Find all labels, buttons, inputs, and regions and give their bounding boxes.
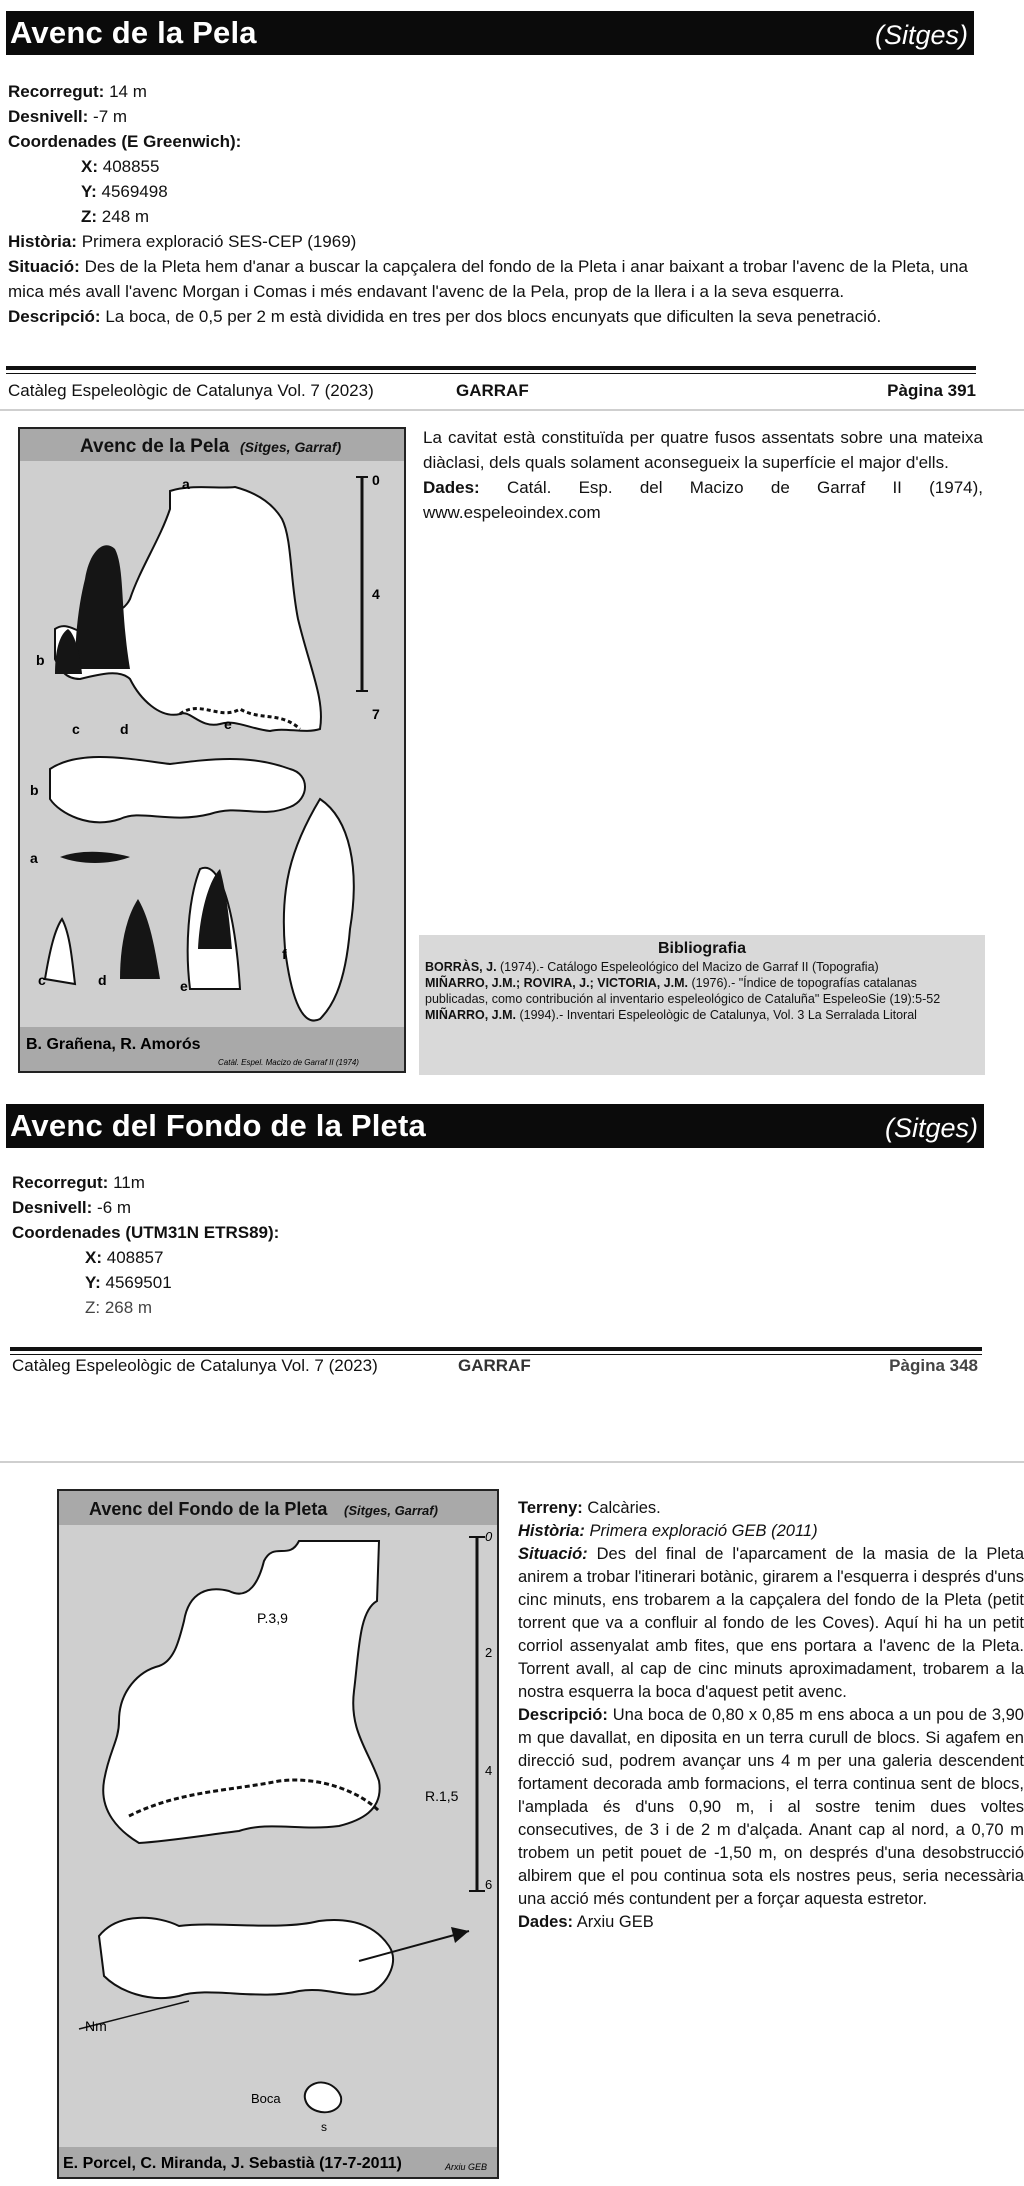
footer-catalog: Catàleg Espeleològic de Catalunya Vol. 7 (2023) [12,1356,378,1375]
cave1-historia: Primera exploració SES-CEP (1969) [81,232,357,251]
scan-edge [0,409,1024,411]
fig1-source: Catàl. Espel. Macizo de Garraf II (1974) [218,1058,359,1067]
cave2-topography-figure [57,1489,499,2179]
cave2-situacio: Des del final de l'aparcament de la masia de la Pleta anirem a trobar l'itinerari botànic, girarem a l'esquerra i després d'uns cinc minuts, ens trobarem a la capçalera del fondo de la Pleta (petit torrent que va a confluir al fondo de les Coves). Aquí hi ha un petit corriol assenyalat amb fites, que ens portara a l'avenc de la Pleta. Torrent avall, al cap de cinc minuts aproximadament, trobarem a la nostra esquerra la boca d'aquest petit avenc. [518,1545,1024,1701]
svg-text:e: e [180,978,188,994]
cave1-survey-drawing [20,429,404,1071]
fig2-title-place: (Sitges, Garraf) [344,1503,438,1518]
svg-text:4: 4 [485,1763,493,1778]
cave2-x: 408857 [106,1248,164,1267]
svg-text:6: 6 [485,1877,493,1892]
divider [10,1347,982,1351]
svg-text:b: b [36,652,45,668]
cave1-municipality: (Sitges) [874,20,968,50]
divider [6,366,976,370]
svg-text:d: d [120,721,129,737]
fig2-north-label: Nm [85,2018,107,2034]
cave2-survey-drawing [59,1491,497,2177]
footer-region: GARRAF [458,1356,531,1375]
cave2-description-text: Terreny: Calcàries. Història: Primera exploració GEB (2011) Situació: Des del final de l'aparcament de la masia de la Pleta anirem a trobar l'itinerari botànic, girarem a l'esquerra i després d'uns cinc minuts, ens trobarem a la capçalera del fondo de la Pleta (petit torrent que va a confluir al fondo de les Coves). Aquí hi ha un petit corriol assenyalat amb fites, que ens portara a l'avenc de la Pleta. Torrent avall, al cap de cinc minuts aproximadament, trobarem a la nostra esquerra la boca d'aquest petit avenc. Descripció: Una boca de 0,80 x 0,85 m ens aboca a un pou de 3,90 m que davallat, en diposita en un terra curull de blocs. Si agafem en direcció sud, podrem avançar uns 4 m per una galeria descendent fortament decorada amb formacions, el terra continua sent de blocs, l'amplada és d'uns 0,90 m, i al sostre tenim dues voltes consecutives, de 3 i de 2 m d'alçada. Anant cap al nord, a 0,70 m trobem un petit pouet de -1,50 m, on després d'una desobstrucció albirem que el pou continua sota els nostres peus, seria necessària una acció més contundent per a forçar aquesta estretor. Dades: Arxiu GEB [518,1499,1024,1931]
fig2-authors: E. Porcel, C. Miranda, J. Sebastià (17-7-2011) [63,2155,402,2172]
bibliography-entry: MIÑARRO, J.M. (1994).- Inventari Espeleològic de Catalunya, Vol. 3 La Serralada Litoral [425,1008,917,1022]
footer-page: Pàgina 348 [889,1356,978,1375]
cave1-dades: Catál. Esp. del Macizo de Garraf II (1974), www.espeleoindex.com [423,478,983,522]
fig2-source: Arxiu GEB [445,2162,488,2172]
cave1-recorregut: 14 m [109,82,147,101]
cave1-desnivell: -7 m [93,107,128,126]
cave2-y: 4569501 [105,1273,172,1292]
cave1-situacio: Des de la Pleta hem d'anar a buscar la capçalera del fondo de la Pleta i anar baixant a trobar l'avenc de la Pleta, una mica més avall l'avenc Morgan i Comas i més endavant l'avenc de la Pela, prop de la llera i a la seva esquerra. [8,257,968,301]
svg-text:e: e [224,716,232,732]
svg-text:a: a [30,850,38,866]
cave2-title: Avenc del Fondo de la Pleta [10,1108,426,1143]
svg-text:4: 4 [372,586,380,602]
cave2-recorregut: 11m [113,1173,145,1192]
bibliography-heading: Bibliografia [657,940,746,957]
cave1-descripcio: La boca, de 0,5 per 2 m està dividida en tres per dos blocs encunyats que dificulten la seva penetració. [105,307,882,326]
fig2-title: Avenc del Fondo de la Pleta [89,1499,328,1519]
cave1-topography-figure [18,427,406,1073]
cave2-facts: Recorregut: 11m Desnivell: -6 m Coordenades (UTM31N ETRS89): X: 408857 Y: 4569501 Z: 268 m [12,1173,280,1317]
fig2-entrance-label: Boca [251,2091,281,2106]
cave1-y: 4569498 [101,182,168,201]
bibliography-entry: MIÑARRO, J.M.; ROVIRA, J.; VICTORIA, J.M. (1976).- "Índice de topografías catalanas publicadas, como contribución al inventario espeleológico de Cataluña" EspeleoSie (19):5-52 [425,976,941,1006]
cave2-historia: Primera exploració GEB (2011) [589,1522,818,1540]
fig2-section-label: s [321,2120,327,2134]
svg-text:d: d [98,972,107,988]
cave1-coords-label: Coordenades (E Greenwich): [8,132,242,151]
divider [10,1354,982,1355]
cave1-description-text: La cavitat està constituïda per quatre fusos assentats sobre una mateixa diàclasi, dels quals solament aconsegueix la superfície el major d'ells. Dades: Catál. Esp. del Macizo de Garraf II (1974), www.espeleoindex.com [423,428,983,522]
svg-text:f: f [282,946,287,962]
cave1-title: Avenc de la Pela [10,15,257,50]
fig1-title: Avenc de la Pela [80,436,230,457]
footer-catalog: Catàleg Espeleològic de Catalunya Vol. 7 (2023) [8,381,374,400]
cave2-descripcio: Una boca de 0,80 x 0,85 m ens aboca a un pou de 3,90 m que davallat, en diposita en un terra curull de blocs. Si agafem en direcció sud, podrem avançar uns 4 m per una galeria descendent fortament decorada amb formacions, el terra continua sent de blocs, l'amplada és d'uns 0,90 m, i al sostre tenim dues voltes consecutives, de 3 i de 2 m d'alçada. Anant cap al nord, a 0,70 m trobem un petit pouet de -1,50 m, on després d'una desobstrucció albirem que el pou continua sota els nostres peus, seria necessària una acció més contundent per a forçar aquesta estretor. [518,1706,1024,1908]
svg-text:0: 0 [485,1529,493,1544]
svg-text:c: c [38,972,46,988]
footer-page: Pàgina 391 [887,381,976,400]
bibliography [419,935,985,1075]
bibliography-entry: BORRÀS, J. (1974).- Catálogo Espeleológico del Macizo de Garraf II (Topografia) [425,960,879,974]
cave1-title-bar [6,11,974,55]
fig1-authors: B. Grañena, R. Amorós [26,1036,201,1053]
cave1-z: 248 m [101,207,150,226]
svg-text:0: 0 [372,472,380,488]
svg-text:7: 7 [372,706,380,722]
cave2-z: Z: 268 m [85,1298,153,1317]
divider [6,373,976,374]
scan-edge [0,1461,1024,1463]
svg-text:b: b [30,782,39,798]
fig2-pit-label: P.3,9 [257,1610,288,1626]
svg-text:a: a [182,476,190,492]
cave2-municipality: (Sitges) [884,1113,978,1143]
cave2-terreny: Calcàries. [587,1499,661,1517]
footer-region: GARRAF [456,381,529,400]
cave2-dades: Arxiu GEB [576,1913,654,1931]
svg-text:2: 2 [485,1645,493,1660]
cave2-coords-label: Coordenades (UTM31N ETRS89): [12,1223,280,1242]
svg-text:c: c [72,721,80,737]
cave2-desnivell: -6 m [97,1198,132,1217]
fig2-ramp-label: R.1,5 [425,1788,459,1804]
cave1-x: 408855 [102,157,160,176]
cave1-facts: Recorregut: 14 m Desnivell: -7 m Coordenades (E Greenwich): X: 408855 Y: 4569498 Z: 248 m Història: Primera exploració SES-CEP (1969) Situació: Des de la Pleta hem d'anar a buscar la capçalera del fondo de la Pleta i anar baixant a trobar l'avenc de la Pleta, una mica més avall l'avenc Morgan i Comas i més endavant l'avenc de la Pela, prop de la llera i a la seva esquerra. Descripció: La boca, de 0,5 per 2 m està dividida en tres per dos blocs encunyats que dificulten la seva penetració. [8,82,968,326]
fig1-title-place: (Sitges, Garraf) [240,439,342,455]
cave2-title-bar [6,1104,984,1148]
